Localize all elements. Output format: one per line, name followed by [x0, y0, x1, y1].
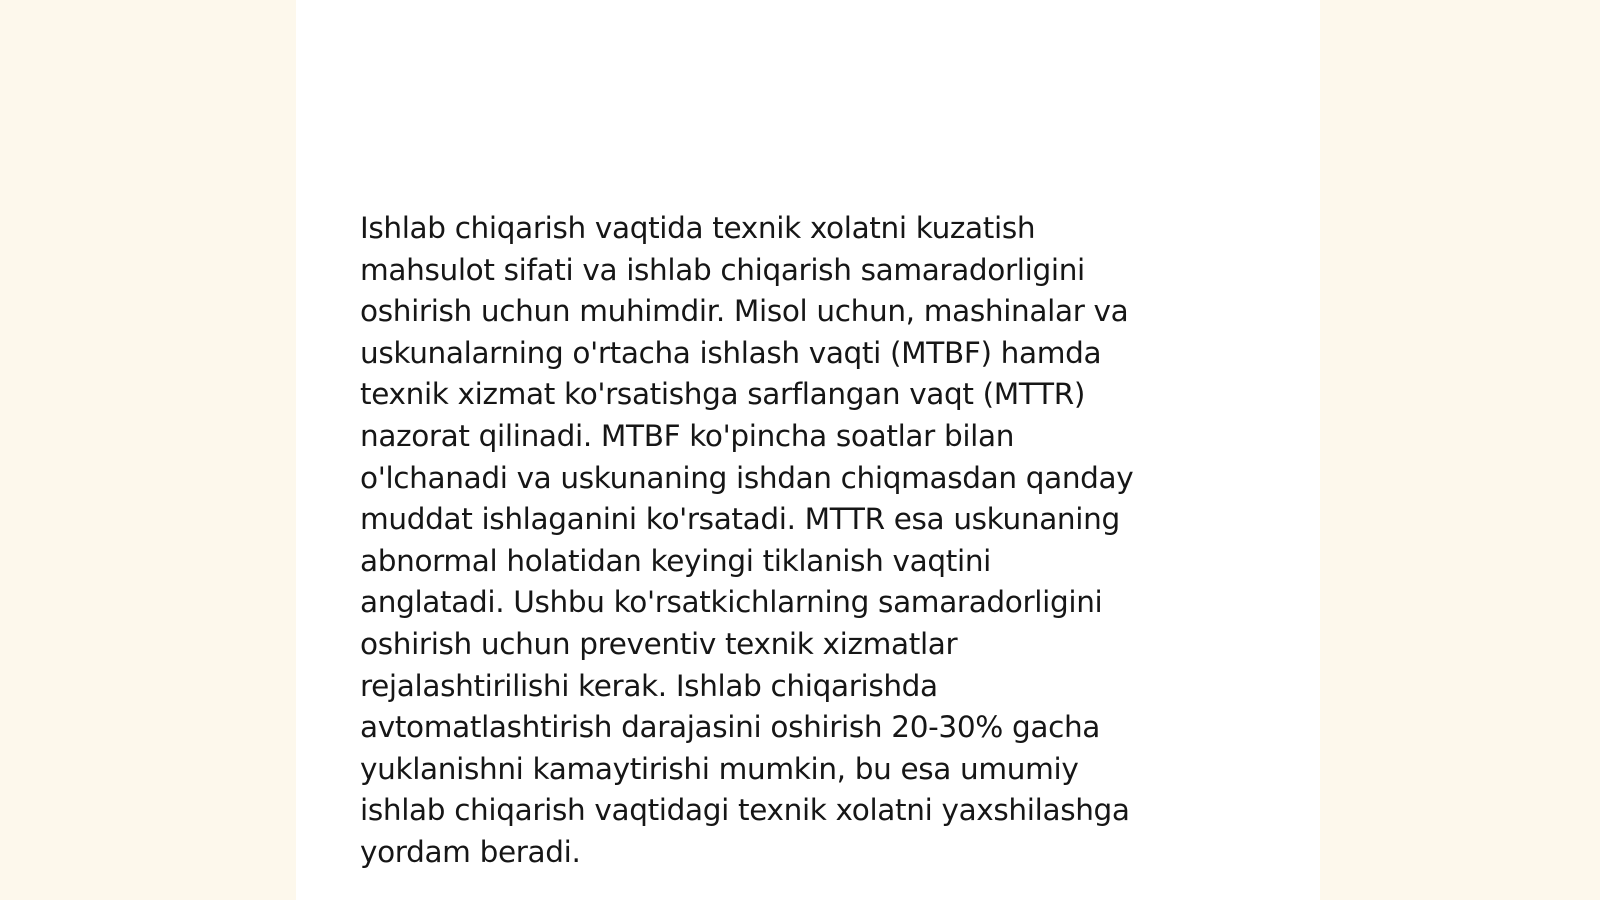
document-page — [296, 0, 1320, 900]
paragraph-line: yuklanishni kamaytirishi mumkin, bu esa umumiy — [360, 751, 1079, 786]
paragraph-line: oshirish uchun preventiv texnik xizmatlar — [360, 626, 958, 661]
paragraph-line: abnormal holatidan keyingi tiklanish vaqtini — [360, 543, 992, 578]
paragraph-line: muddat ishlaganini ko'rsatadi. MTTR esa uskunaning — [360, 502, 1120, 537]
paragraph-line: nazorat qilinadi. MTBF ko'pincha soatlar bilan — [360, 418, 1015, 453]
paragraph-line: o'lchanadi va uskunaning ishdan chiqmasdan qanday — [360, 460, 1134, 495]
paragraph-line: texnik xizmat ko'rsatishga sarflangan vaqt (MTTR) — [360, 377, 1086, 412]
paragraph-line: anglatadi. Ushbu ko'rsatkichlarning samaradorligini — [360, 585, 1103, 620]
paragraph-line: Ishlab chiqarish vaqtida texnik xolatni kuzatish — [360, 211, 1036, 245]
paragraph-line: uskunalarning o'rtacha ishlash vaqti (MTBF) hamda — [360, 335, 1102, 370]
paragraph-line: ishlab chiqarish vaqtidagi texnik xolatni yaxshilashga — [360, 793, 1130, 828]
paragraph-line: avtomatlashtirish darajasini oshirish 20-30% gacha — [360, 710, 1101, 745]
paragraph-line: rejalashtirilishi kerak. Ishlab chiqarishda — [360, 668, 938, 703]
paragraph-line: yordam beradi. — [360, 834, 581, 869]
paragraph-line: mahsulot sifati va ishlab chiqarish samaradorligini — [360, 252, 1085, 287]
body-paragraph — [360, 208, 1260, 874]
paragraph-line: oshirish uchun muhimdir. Misol uchun, mashinalar va — [360, 294, 1129, 329]
